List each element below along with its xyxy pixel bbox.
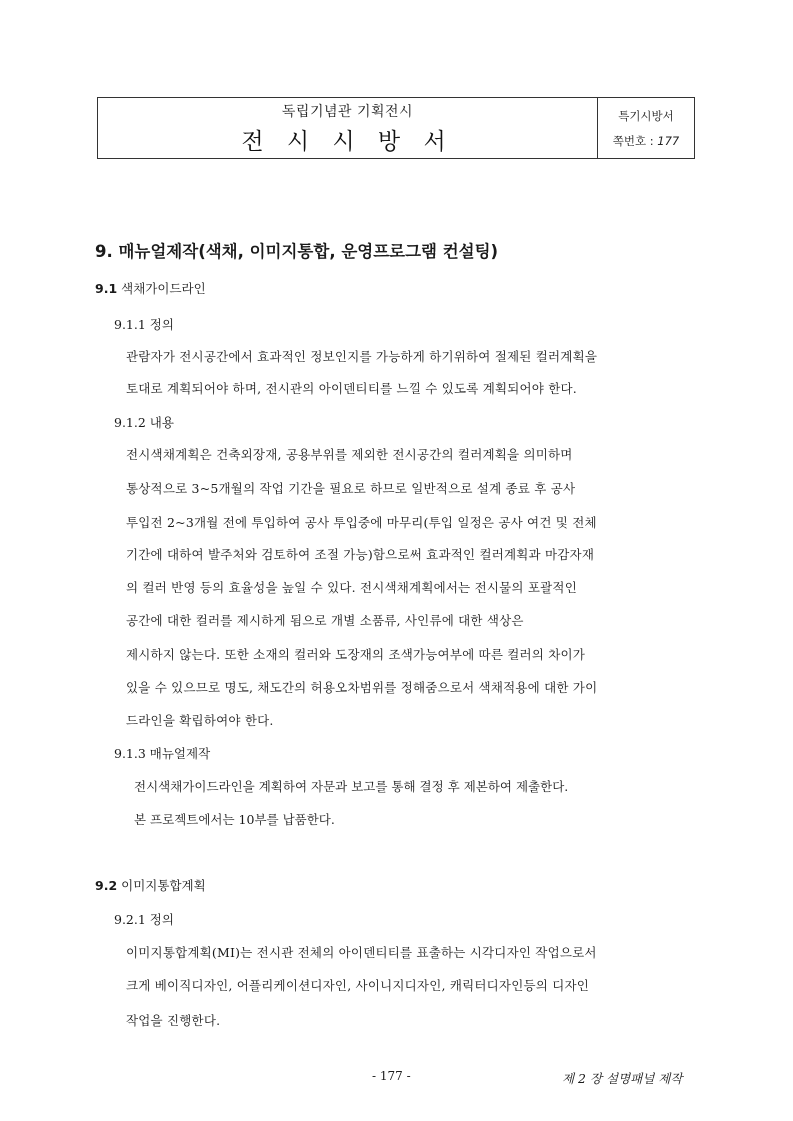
doc-type: 특기시방서 xyxy=(618,108,674,123)
paragraph-line: 드라인을 확립하여야 한다. xyxy=(126,713,274,728)
header-side-cell xyxy=(598,98,694,158)
heading-9-1-1: 9.1.1 정의 xyxy=(114,317,174,332)
heading-9-1-2: 9.1.2 내용 xyxy=(114,415,174,430)
paragraph-line: 기간에 대하여 발주처와 검토하여 조절 가능)함으로써 효과적인 컬러계획과 마감자재 xyxy=(126,547,595,562)
heading-9-2-1: 9.2.1 정의 xyxy=(114,912,174,927)
paragraph-line: 전시색채계획은 건축외장재, 공용부위를 제외한 전시공간의 컬러계획을 의미하며 xyxy=(126,447,573,462)
header-subtitle: 독립기념관 기획전시 xyxy=(281,103,414,120)
footer-page-number: - 177 - xyxy=(372,1069,411,1083)
document-header xyxy=(97,97,695,159)
subsection-number: 9.1 xyxy=(95,281,118,296)
page-number-value: 177 xyxy=(657,133,680,148)
paragraph-line: 이미지통합계획(MI)는 전시관 전체의 아이덴티티를 표출하는 시각디자인 작업으로서 xyxy=(126,945,597,960)
paragraph-line: 작업을 진행한다. xyxy=(126,1013,221,1028)
paragraph-line: 전시색채가이드라인을 계획하여 자문과 보고를 통해 결정 후 제본하여 제출한다. xyxy=(134,779,569,794)
subsection-9-1 xyxy=(95,279,206,297)
page-number-field xyxy=(613,133,679,149)
section-heading: 9. 매뉴얼제작(색채, 이미지통합, 운영프로그램 컨설팅) xyxy=(95,242,499,261)
paragraph-line: 통상적으로 3~5개월의 작업 기간을 필요로 하므로 일반적으로 설계 종료 후 공사 xyxy=(126,481,576,496)
footer-chapter: 제 2 장 설명패널 제작 xyxy=(562,1071,683,1086)
header-title: 전 시 시 방 서 xyxy=(241,128,454,155)
paragraph-line: 크게 베이직디자인, 어플리케이션디자인, 사이니지디자인, 캐릭터디자인등의 디자인 xyxy=(126,978,590,993)
paragraph-line: 제시하지 않는다. 또한 소재의 컬러와 도장재의 조색가능여부에 따른 컬러의 차이가 xyxy=(126,647,586,662)
paragraph-line: 있을 수 있으므로 명도, 채도간의 허용오차범위를 정해줌으로서 색채적용에 대한 가이 xyxy=(126,680,598,695)
paragraph-line: 투입전 2~3개월 전에 투입하여 공사 투입중에 마무리(투입 일정은 공사 여건 및 전체 xyxy=(126,515,597,530)
paragraph-line: 의 컬러 반영 등의 효율성을 높일 수 있다. 전시색채계획에서는 전시물의 포괄적인 xyxy=(126,580,577,595)
paragraph-line: 토대로 계획되어야 하며, 전시관의 아이덴티티를 느낄 수 있도록 계획되어야 한다. xyxy=(126,381,577,396)
paragraph-line: 관람자가 전시공간에서 효과적인 정보인지를 가능하게 하기위하여 절제된 컬러계획을 xyxy=(126,349,598,364)
heading-9-1-3: 9.1.3 매뉴얼제작 xyxy=(114,746,211,761)
subsection-9-2 xyxy=(95,876,206,894)
subsection-title: 색채가이드라인 xyxy=(121,281,206,296)
paragraph-line: 공간에 대한 컬러를 제시하게 됨으로 개별 소품류, 사인류에 대한 색상은 xyxy=(126,613,524,628)
page-number-label: 쪽번호 : xyxy=(612,133,654,148)
header-title-cell xyxy=(98,98,598,158)
paragraph-line: 본 프로젝트에서는 10부를 납품한다. xyxy=(134,812,335,827)
subsection-title: 이미지통합계획 xyxy=(121,878,206,893)
subsection-number: 9.2 xyxy=(95,878,118,893)
